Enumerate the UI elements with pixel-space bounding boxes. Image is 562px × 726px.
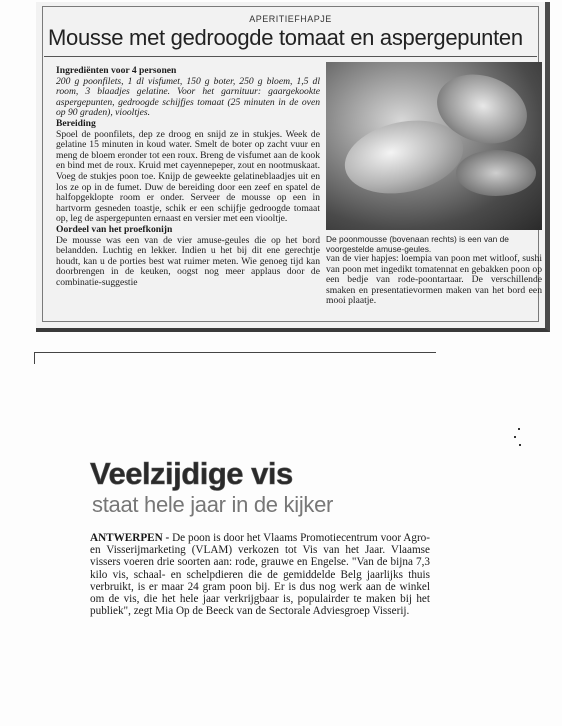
scan-speck xyxy=(519,444,521,446)
verdict-text: De mousse was een van de vier amuse-geules die op het bord belandden. Luchtig en lekker. Indien u het bij dit ene gerechtje houdt, kan u de porties best wat ruimer meten. Wie genoeg tijd kan doorbrengen in de keuken, oogst nog meer applaus door de combinatie-suggestie xyxy=(56,234,320,288)
section-kicker: APERITIEFHAPJE xyxy=(249,14,332,24)
article-subtitle: staat hele jaar in de kijker xyxy=(92,492,334,517)
recipe-left-column xyxy=(56,66,320,288)
recipe-headline: Mousse met gedroogde tomaat en aspergepunten xyxy=(48,25,523,50)
scan-speck xyxy=(518,428,520,430)
page-divider-tick xyxy=(34,352,35,364)
article-dateline: ANTWERPEN - xyxy=(90,532,170,544)
ingredients-heading: Ingrediënten voor 4 personen xyxy=(56,65,177,76)
ingredients-text: 200 g poonfilets, 1 dl visfumet, 150 g boter, 250 g bloem, 1,5 dl room, 3 blaadjes gelatine. Voor het garnituur: gaargekookte aspergepunten, gedroogde schijfjes tomaat (25 minuten in de oven op 90 graden), viooltjes. xyxy=(56,75,320,119)
plate-shape xyxy=(456,150,536,196)
dish-photo xyxy=(326,62,542,230)
photo-caption: De poonmousse (bovenaan rechts) is een van de voorgestelde amuse-geules. xyxy=(326,234,509,254)
headline-divider xyxy=(44,56,537,57)
recipe-right-continuation: van de vier hapjes: loempia van poon met witloof, sushi van poon met ingedikt tomatennat en gebakken poon op een bedje van rode-poontartaar. De verschillende smaken en presentatievormen maken van het bord een mooi plaatje. xyxy=(326,253,542,307)
verdict-heading: Oordeel van het proefkonijn xyxy=(56,223,173,235)
article-title: Veelzijdige vis xyxy=(90,456,293,491)
preparation-heading: Bereiding xyxy=(56,117,96,129)
page-divider xyxy=(34,352,436,353)
article-body xyxy=(90,532,430,617)
article-body-text: De poon is door het Vlaams Promotiecentrum voor Agro- en Visserijmarketing (VLAM) verkozen tot Vis van het Jaar. Vlaamse vissers voeren drie soorten aan: rode, grauwe en Engelse. "Van de bijna 7,3 kilo vis, schaal- en schelpdieren die de gemiddelde Belg jaarlijks thuis verbruikt, is er maar 24 gram poon bij. Er is dus nog werk aan de winkel om de vis, die het hele jaar verkrijgbaar is, populairder te maken bij het publiek", zegt Mia Op de Beeck van de Sectorale Adviesgroep Visserij. xyxy=(90,532,431,618)
scan-speck xyxy=(514,436,516,438)
recipe-clipping xyxy=(36,2,550,332)
preparation-text: Spoel de poonfilets, dep ze droog en snijd ze in stukjes. Week de gelatine 15 minuten in koud water. Smelt de boter op zacht vuur en meng de bloem eronder tot een roux. Breng de visfumet aan de kook en bind met de roux. Kruid met cayennepeper, zout en nootmuskaat. Voeg de stukjes poon toe. Knijp de geweekte gelatineblaadjes uit en los ze op in de fumet. Duw de bereiding door een zeef en spatel de halfopgeklopte room er onder. Serveer de mousse op een in hartvorm gesneden toastje, schik er een schijfje gedroogde tomaat op, leg de aspergepunten ernaast en versier met een viooltje. xyxy=(56,128,320,225)
